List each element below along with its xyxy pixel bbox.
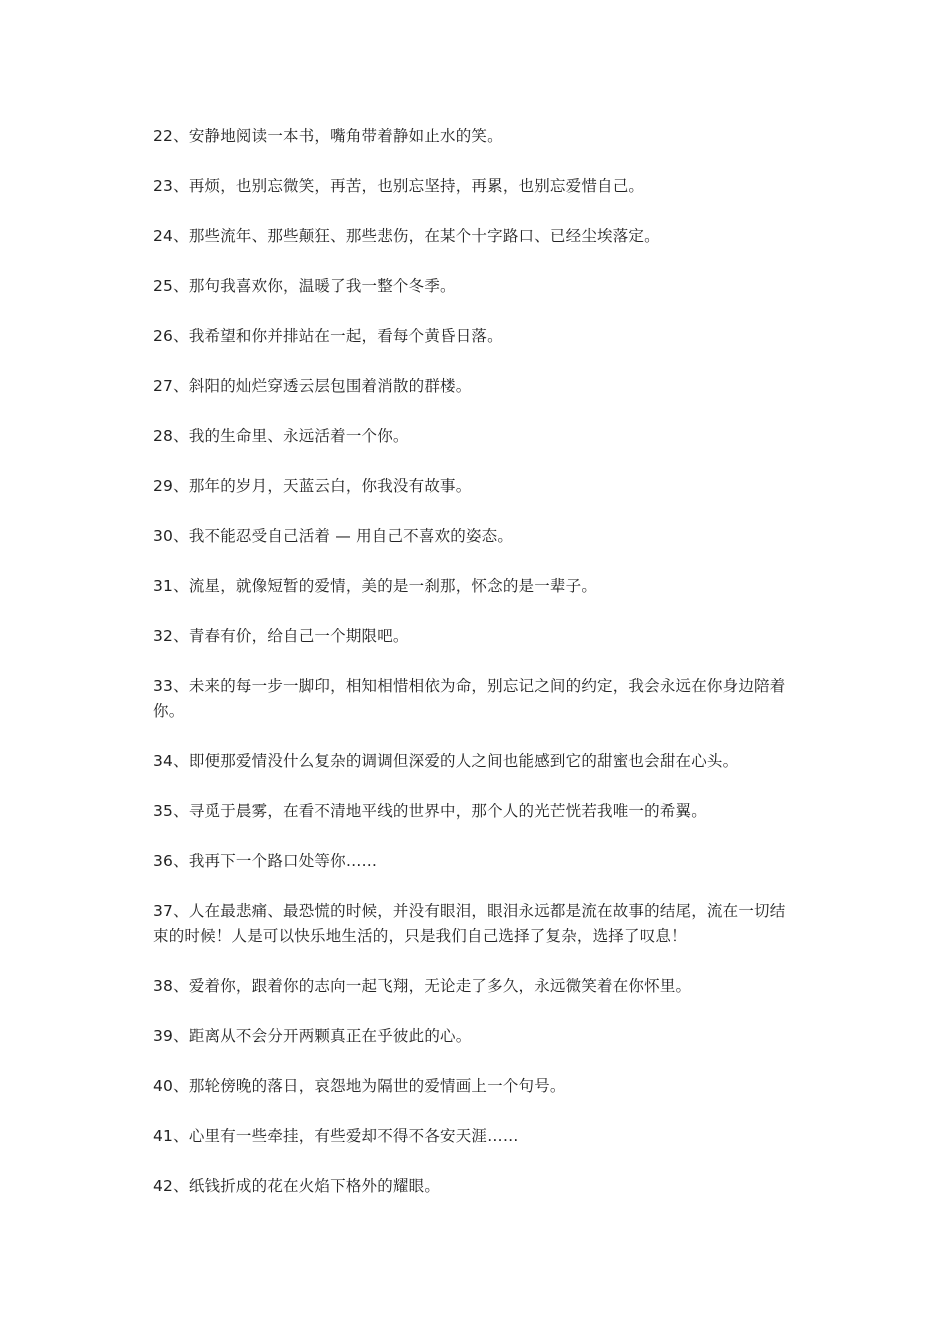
list-item-40: 40、那轮傍晚的落日，哀怨地为隔世的爱情画上一个句号。	[153, 1077, 566, 1095]
list-item-25: 25、那句我喜欢你，温暖了我一整个冬季。	[153, 277, 456, 295]
list-item-37: 37、人在最悲痛、最恐慌的时候，并没有眼泪，眼泪永远都是流在故事的结尾，流在一切结束的时候！人是可以快乐地生活的，只是我们自己选择了复杂，选择了叹息！	[153, 902, 786, 945]
list-item-23: 23、再烦，也别忘微笑，再苦，也别忘坚持，再累，也别忘爱惜自己。	[153, 177, 645, 195]
list-item-27: 27、斜阳的灿烂穿透云层包围着消散的群楼。	[153, 377, 472, 395]
list-item-30: 30、我不能忍受自己活着 — 用自己不喜欢的姿态。	[153, 527, 514, 545]
list-item-41: 41、心里有一些牵挂，有些爱却不得不各安天涯……	[153, 1127, 519, 1145]
list-item-39: 39、距离从不会分开两颗真正在乎彼此的心。	[153, 1027, 472, 1045]
document-body	[153, 124, 798, 1224]
list-item-38: 38、爱着你，跟着你的志向一起飞翔，无论走了多久，永远微笑着在你怀里。	[153, 977, 692, 995]
list-item-34: 34、即便那爱情没什么复杂的调调但深爱的人之间也能感到它的甜蜜也会甜在心头。	[153, 752, 739, 770]
list-item-33: 33、未来的每一步一脚印，相知相惜相依为命，别忘记之间的约定，我会永远在你身边陪着你。	[153, 677, 786, 720]
list-item-32: 32、青春有价，给自己一个期限吧。	[153, 627, 409, 645]
list-item-29: 29、那年的岁月，天蓝云白，你我没有故事。	[153, 477, 472, 495]
list-item-42: 42、纸钱折成的花在火焰下格外的耀眼。	[153, 1177, 441, 1195]
list-item-28: 28、我的生命里、永远活着一个你。	[153, 427, 409, 445]
list-item-31: 31、流星，就像短暂的爱情，美的是一刹那，怀念的是一辈子。	[153, 577, 598, 595]
list-item-36: 36、我再下一个路口处等你……	[153, 852, 378, 870]
list-item-22: 22、安静地阅读一本书，嘴角带着静如止水的笑。	[153, 127, 503, 145]
list-item-35: 35、寻觅于晨雾，在看不清地平线的世界中，那个人的光芒恍若我唯一的希翼。	[153, 802, 707, 820]
list-item-24: 24、那些流年、那些颠狂、那些悲伤，在某个十字路口、已经尘埃落定。	[153, 227, 660, 245]
list-item-26: 26、我希望和你并排站在一起，看每个黄昏日落。	[153, 327, 503, 345]
